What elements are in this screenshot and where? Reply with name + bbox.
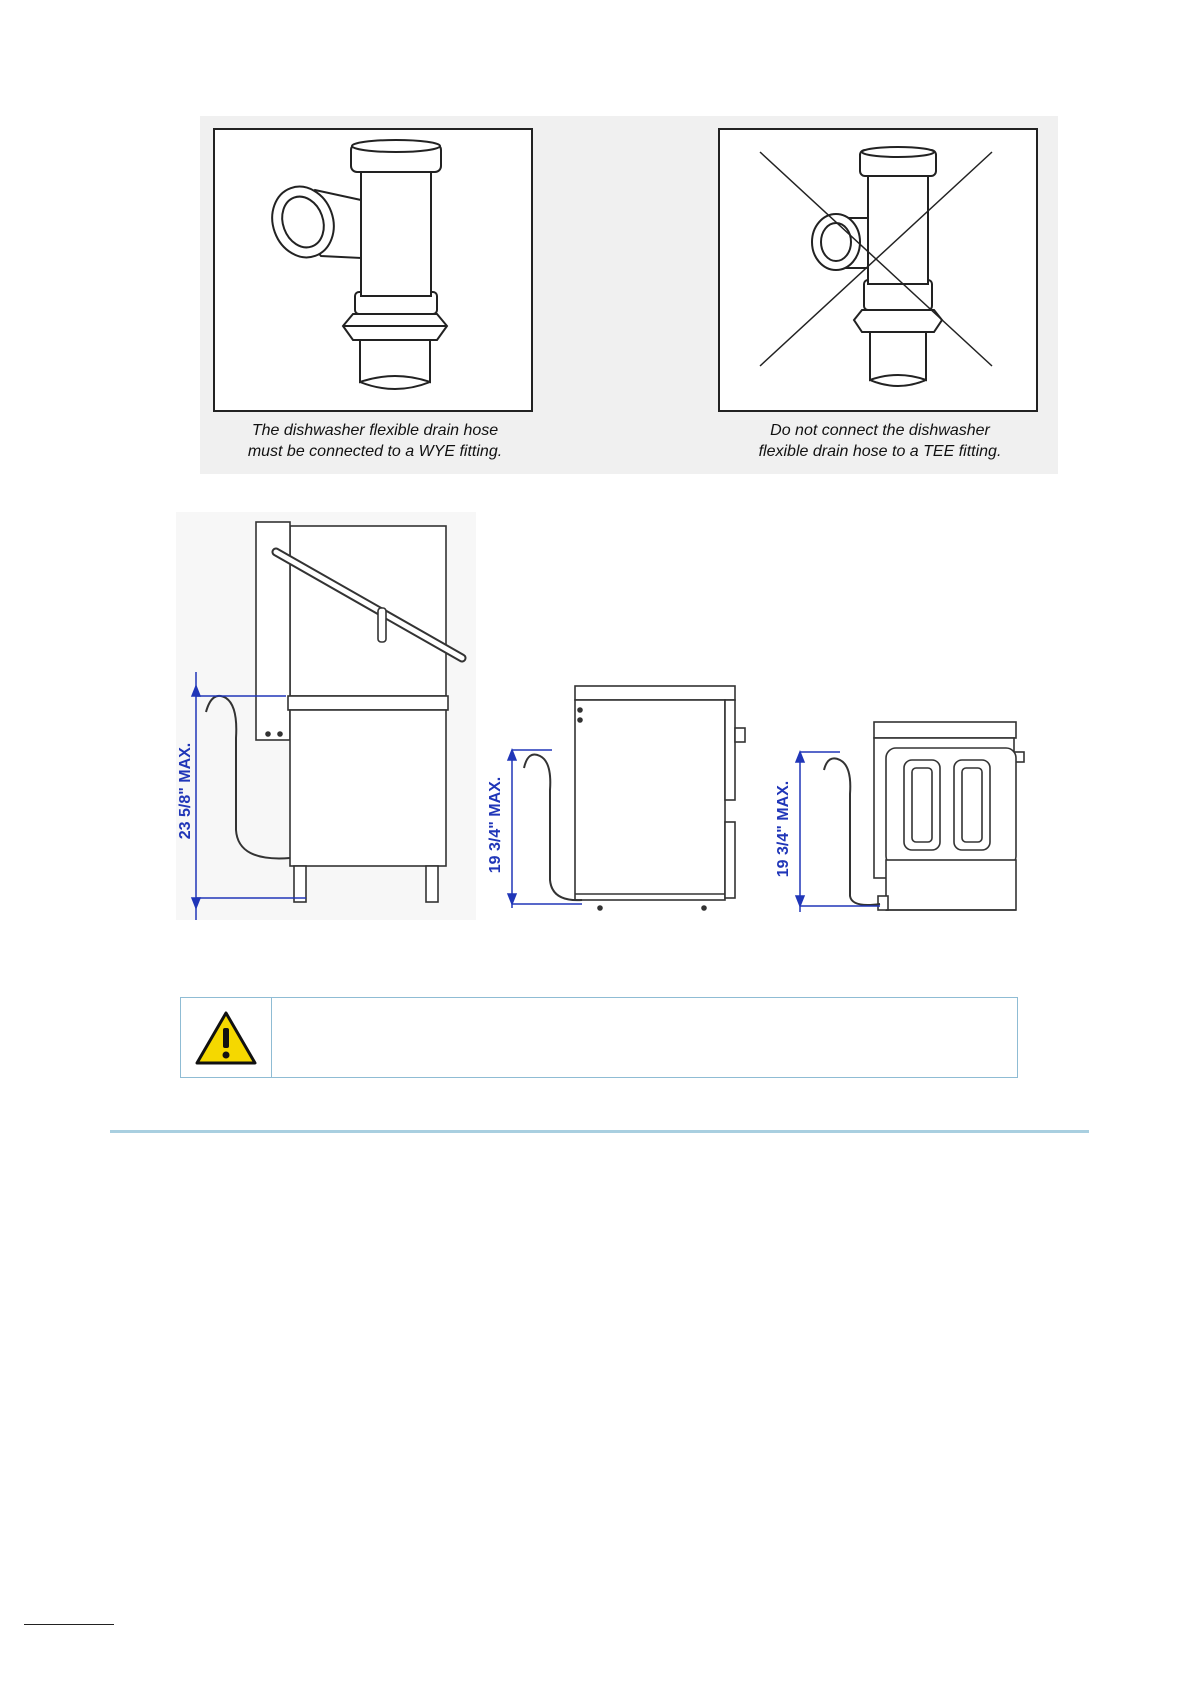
warning-triangle-icon [194, 1010, 258, 1066]
wye-fitting-icon [215, 130, 531, 410]
undercounter-front-figure [770, 716, 1030, 920]
undercounter-side-height-label: 19 3/4" MAX. [487, 776, 504, 874]
tee-fitting-crossed-icon [720, 130, 1036, 410]
wye-caption: The dishwasher flexible drain hose must be connected to a WYE fitting. [247, 422, 503, 460]
wye-fitting-figure [213, 128, 533, 460]
warning-divider [271, 998, 272, 1077]
undercounter-side-figure [482, 680, 762, 920]
footer-rule [24, 1624, 114, 1625]
section-divider [110, 1130, 1089, 1133]
fitting-comparison-panel [200, 116, 1058, 474]
hood-height-label: 23 5/8" MAX. [177, 742, 194, 840]
tee-fitting-figure [718, 128, 1038, 460]
undercounter-side-drawing [482, 680, 762, 920]
hood-type-dishwasher-figure [176, 512, 476, 920]
undercounter-front-drawing [770, 716, 1030, 920]
warning-text [291, 998, 1007, 1077]
warning-callout [180, 997, 1018, 1078]
undercounter-front-height-label: 19 3/4" MAX. [775, 780, 792, 878]
tee-caption: Do not connect the dishwasher flexible drain hose to a TEE fitting. [758, 422, 1002, 460]
hood-dishwasher-drawing [176, 512, 476, 920]
